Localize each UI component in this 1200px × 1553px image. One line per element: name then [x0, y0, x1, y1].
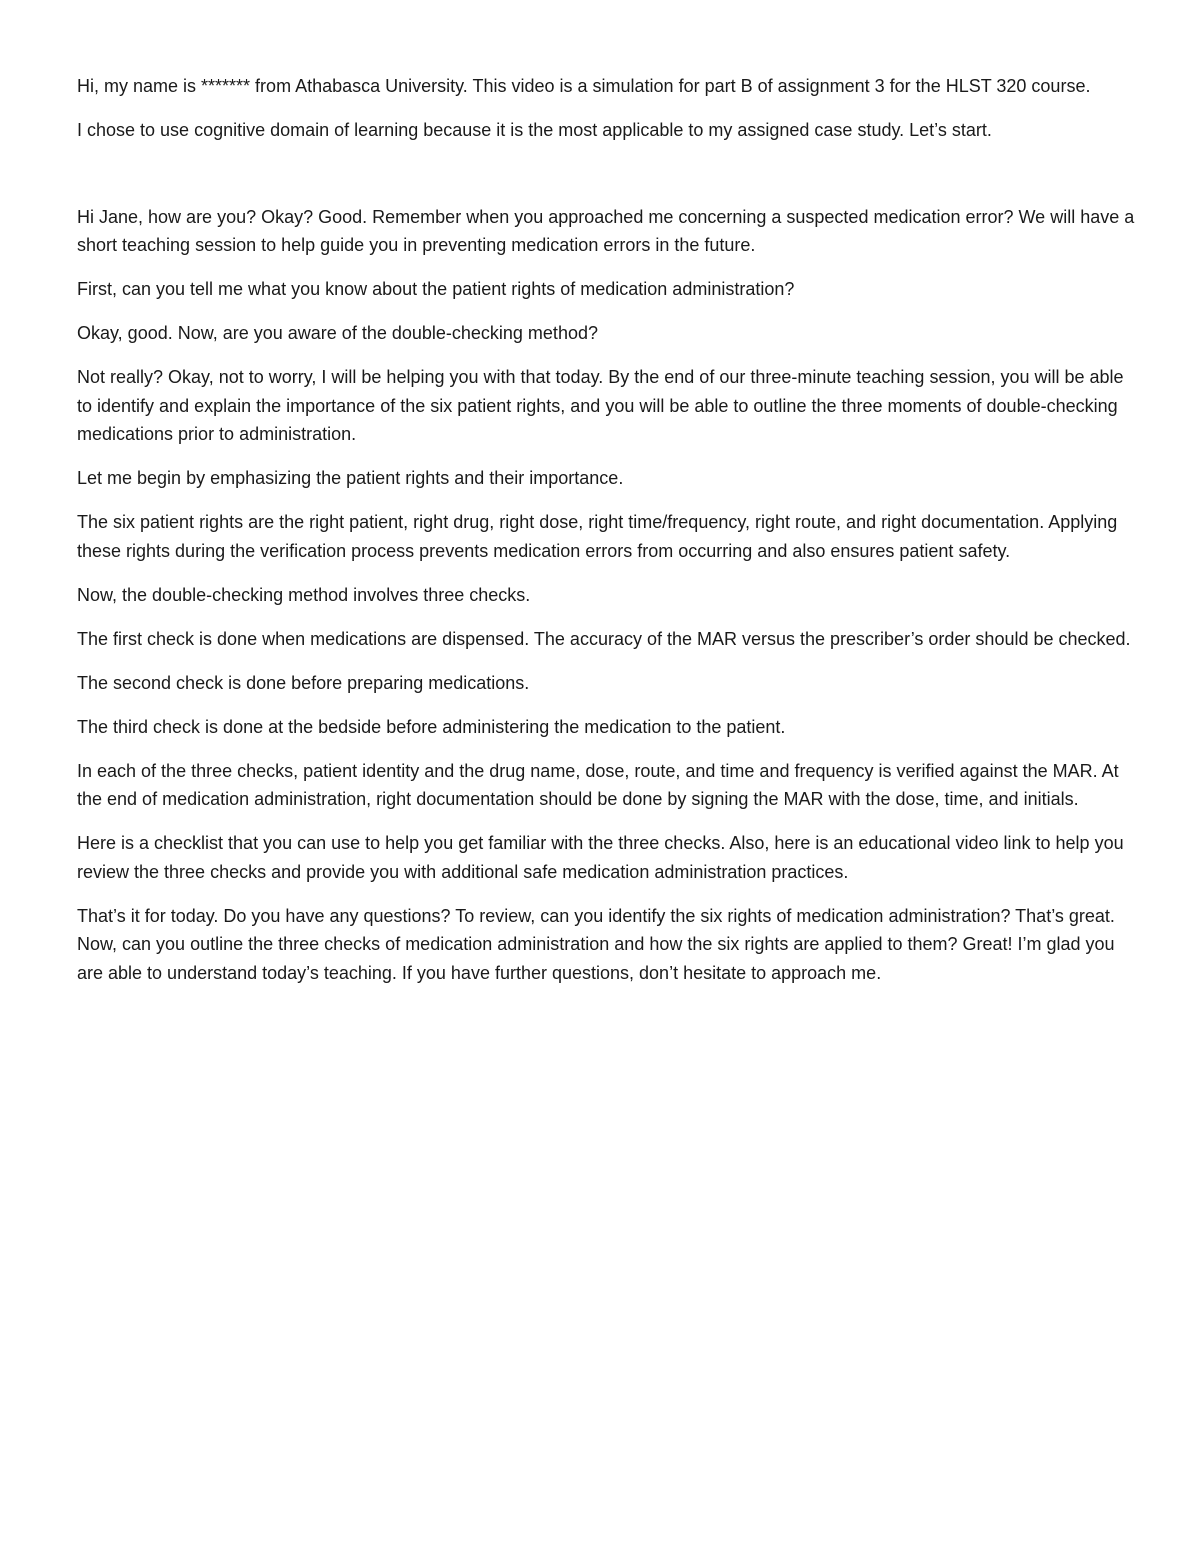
double-check-intro-paragraph: Now, the double-checking method involves three checks.: [77, 584, 531, 605]
verification-paragraph: In each of the three checks, patient identity and the drug name, dose, route, and time and frequency is verified against the MAR. At the end of medication administration, right documentation should be done by signing the MAR with the dose, time, and initials.: [77, 760, 1119, 809]
rights-intro-paragraph: Let me begin by emphasizing the patient rights and their importance.: [77, 468, 624, 488]
first-check-paragraph: The first check is done when medications are dispensed. The accuracy of the MAR versus the prescriber’s order should be checked.: [77, 628, 1131, 649]
third-check-paragraph: The third check is done at the bedside before administering the medication to the patient.: [77, 716, 786, 737]
second-check-paragraph: The second check is done before preparing medications.: [77, 672, 530, 693]
domain-choice-paragraph: I chose to use cognitive domain of learning because it is the most applicable to my assigned case study. Let’s start.: [77, 120, 992, 140]
closing-paragraph: That’s it for today. Do you have any questions? To review, can you identify the six rights of medication administration? That’s great. Now, can you outline the three checks of medication administration and how the six rights are applied to them? Great! I’m glad you are able to understand today’s teaching. If you have further questions, don’t hesitate to approach me.: [77, 905, 1115, 983]
objectives-paragraph: Not really? Okay, not to worry, I will be helping you with that today. By the end of our three-minute teaching session, you will be able to identify and explain the importance of the six patient rights, and you will be able to outline the three moments of double-checking medications prior to administration.: [77, 367, 1124, 444]
document-body: [77, 72, 1137, 1003]
greeting-paragraph: Hi Jane, how are you? Okay? Good. Remember when you approached me concerning a suspected medication error? We will have a short teaching session to help guide you in preventing medication errors in the future.: [77, 206, 1135, 255]
six-rights-paragraph: The six patient rights are the right patient, right drug, right dose, right time/frequency, right route, and right documentation. Applying these rights during the verification process prevents medication errors from occurring and also ensures patient safety.: [77, 512, 1118, 561]
question-rights-paragraph: First, can you tell me what you know about the patient rights of medication administration?: [77, 279, 795, 299]
resources-paragraph: Here is a checklist that you can use to help you get familiar with the three checks. Also, here is an educational video link to help you review the three checks and provide you with additional safe medication administration practices.: [77, 833, 1124, 882]
intro-paragraph: Hi, my name is ******* from Athabasca University. This video is a simulation for part B of assignment 3 for the HLST 320 course.: [77, 76, 1091, 96]
question-double-check-paragraph: Okay, good. Now, are you aware of the double-checking method?: [77, 323, 598, 343]
